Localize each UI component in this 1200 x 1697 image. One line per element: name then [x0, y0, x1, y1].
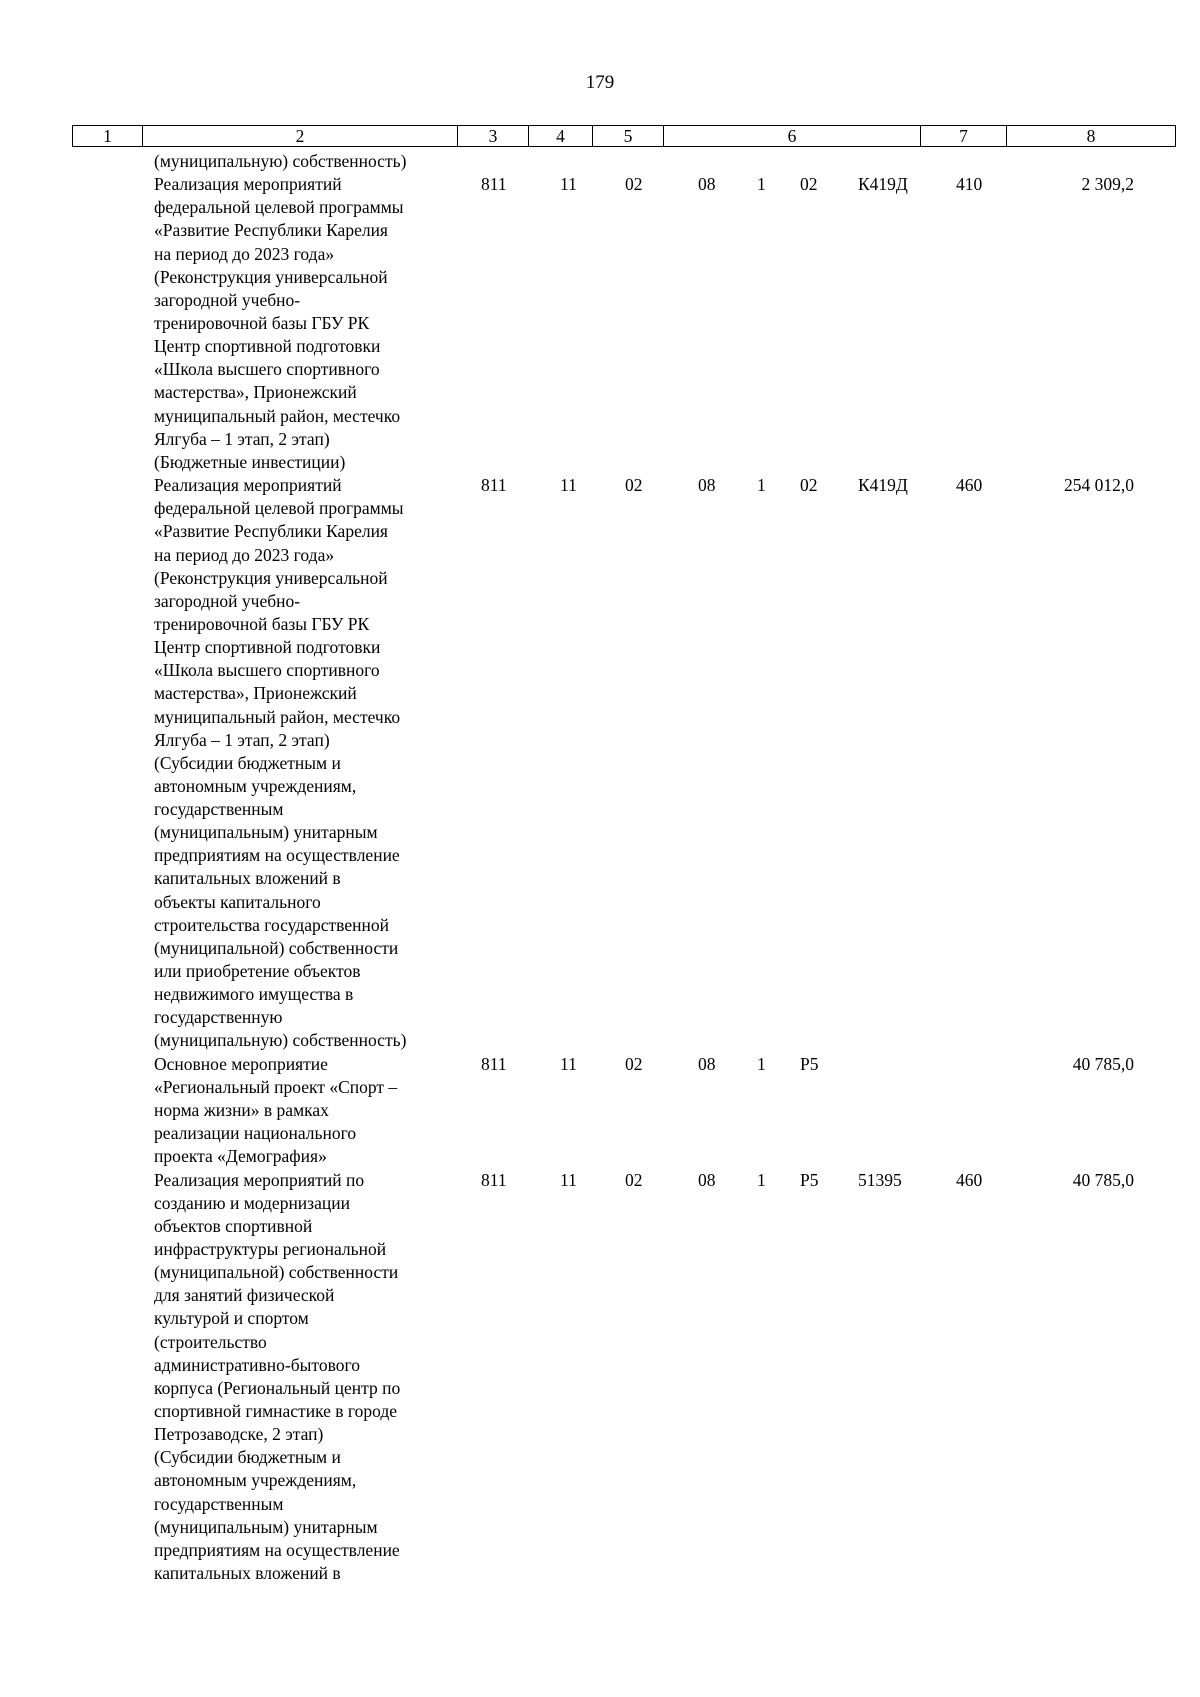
cell-c4: 11: [560, 1169, 577, 1190]
description-line: (муниципальной) собственности: [154, 1262, 399, 1283]
description-line: загородной учебно-: [154, 590, 301, 611]
row-description: [154, 474, 454, 1053]
description-line: культурой и спортом: [154, 1308, 309, 1329]
cell-c7: 460: [956, 1169, 983, 1190]
description-line: административно-бытового: [154, 1354, 360, 1375]
cell-c7: 410: [956, 174, 983, 195]
description-line: мастерства», Прионежский: [154, 382, 357, 403]
description-line: «Региональный проект «Спорт –: [154, 1076, 398, 1097]
header-col-7: 7: [921, 126, 1007, 147]
cell-c4: 11: [560, 1053, 577, 1074]
cell-c6a: 08: [698, 174, 716, 195]
row-description: [154, 1169, 454, 1586]
description-line: или приобретение объектов: [154, 961, 361, 982]
cell-c3: 811: [481, 1169, 507, 1190]
description-line: Петрозаводске, 2 этап): [154, 1424, 324, 1445]
description-line: Реализация мероприятий по: [154, 1169, 365, 1190]
description-line: проекта «Демография»: [154, 1146, 327, 1167]
cell-c6a: 08: [698, 475, 716, 496]
description-line: строительства государственной: [154, 914, 389, 935]
cell-c6c: Р5: [800, 1053, 819, 1074]
description-line: государственным: [154, 799, 284, 820]
cell-c3: 811: [481, 174, 507, 195]
cell-c8: 2 309,2: [1081, 174, 1134, 195]
cell-c4: 11: [560, 174, 577, 195]
description-line: автономным учреждениям,: [154, 1470, 357, 1491]
cell-c5: 02: [625, 174, 643, 195]
description-line: государственным: [154, 1493, 284, 1514]
description-line: (муниципальной) собственности: [154, 937, 399, 958]
description-line: на период до 2023 года»: [154, 544, 335, 565]
description-line: на период до 2023 года»: [154, 243, 335, 264]
description-line: спортивной гимнастике в городе: [154, 1401, 398, 1421]
row-description: [154, 173, 454, 474]
cell-c6c: 02: [800, 174, 818, 195]
cell-c8: 40 785,0: [1072, 1169, 1134, 1190]
description-line: капитальных вложений в: [154, 1562, 341, 1583]
description-line: Основное мероприятие: [154, 1053, 328, 1074]
description-line: Центр спортивной подготовки: [154, 637, 381, 658]
header-col-8: 8: [1007, 126, 1176, 147]
cell-c3: 811: [481, 1053, 507, 1074]
cell-c6c: 02: [800, 475, 818, 496]
cell-c8: 254 012,0: [1064, 475, 1134, 496]
header-col-6: 6: [664, 126, 921, 147]
description-line: Ялгуба – 1 этап, 2 этап): [154, 428, 330, 449]
description-line: (строительство: [154, 1331, 267, 1352]
description-line: мастерства», Прионежский: [154, 683, 357, 704]
header-col-2: 2: [143, 126, 458, 147]
header-col-5: 5: [593, 126, 664, 147]
description-line: загородной учебно-: [154, 289, 301, 310]
cell-c5: 02: [625, 1169, 643, 1190]
description-line: тренировочной базы ГБУ РК: [154, 613, 370, 634]
description-line: (муниципальную) собственность): [154, 1030, 407, 1051]
description-line: Центр спортивной подготовки: [154, 336, 381, 357]
page-number: 179: [585, 72, 615, 93]
description-line: государственную: [154, 1007, 283, 1028]
description-line: недвижимого имущества в: [154, 984, 354, 1005]
cell-c6b: 1: [757, 1053, 766, 1074]
description-line: капитальных вложений в: [154, 868, 341, 889]
cell-c7: 460: [956, 475, 983, 496]
cell-c6d: К419Д: [858, 174, 908, 195]
description-line: объекты капитального: [154, 891, 321, 912]
description-line: муниципальный район, местечко: [154, 405, 401, 426]
header-col-3: 3: [458, 126, 529, 147]
description-line: «Развитие Республики Карелия: [154, 220, 388, 241]
description-line: автономным учреждениям,: [154, 775, 357, 796]
cell-c5: 02: [625, 475, 643, 496]
cell-c6a: 08: [698, 1053, 716, 1074]
cell-c6a: 08: [698, 1169, 716, 1190]
description-line: федеральной целевой программы: [154, 498, 404, 519]
cell-c6b: 1: [757, 1169, 766, 1190]
continuation-text: [154, 150, 454, 173]
description-line: муниципальный район, местечко: [154, 706, 401, 727]
description-line: (Бюджетные инвестиции): [154, 451, 346, 472]
description-line: норма жизни» в рамках: [154, 1100, 329, 1121]
description-line: (Реконструкция универсальной: [154, 266, 388, 287]
description-line: (Субсидии бюджетным и: [154, 752, 341, 773]
cell-c3: 811: [481, 475, 507, 496]
description-line: (муниципальным) унитарным: [154, 1516, 378, 1537]
description-line: реализации национального: [154, 1123, 357, 1144]
row-description: [154, 1053, 454, 1169]
description-line: для занятий физической: [154, 1285, 335, 1306]
header-col-4: 4: [529, 126, 593, 147]
description-line: предприятиям на осуществление: [154, 1539, 400, 1560]
description-line: Реализация мероприятий: [154, 475, 342, 496]
cell-c6c: Р5: [800, 1169, 819, 1190]
description-line: Реализация мероприятий: [154, 174, 342, 195]
table-header: [72, 125, 1176, 147]
cell-c5: 02: [625, 1053, 643, 1074]
description-line: тренировочной базы ГБУ РК: [154, 312, 370, 333]
description-line: «Школа высшего спортивного: [154, 359, 380, 380]
cell-c6d: 51395: [858, 1169, 902, 1190]
description-line: инфраструктуры региональной: [154, 1239, 387, 1260]
description-line: федеральной целевой программы: [154, 197, 404, 218]
description-line: (Субсидии бюджетным и: [154, 1447, 341, 1468]
description-line: «Школа высшего спортивного: [154, 660, 380, 681]
cell-c6b: 1: [757, 174, 766, 195]
description-line: корпуса (Региональный центр по: [154, 1377, 401, 1398]
description-line: предприятиям на осуществление: [154, 845, 400, 866]
description-line: Ялгуба – 1 этап, 2 этап): [154, 729, 330, 750]
cell-c6d: К419Д: [858, 475, 908, 496]
description-line: созданию и модернизации: [154, 1192, 350, 1213]
description-line: «Развитие Республики Карелия: [154, 521, 388, 542]
cell-c8: 40 785,0: [1072, 1053, 1134, 1074]
description-line: (муниципальным) унитарным: [154, 822, 378, 843]
header-col-1: 1: [73, 126, 143, 147]
cell-c4: 11: [560, 475, 577, 496]
description-line: (Реконструкция универсальной: [154, 567, 388, 588]
cell-c6b: 1: [757, 475, 766, 496]
description-line: объектов спортивной: [154, 1215, 313, 1236]
description-line: (муниципальную) собственность): [154, 151, 407, 171]
